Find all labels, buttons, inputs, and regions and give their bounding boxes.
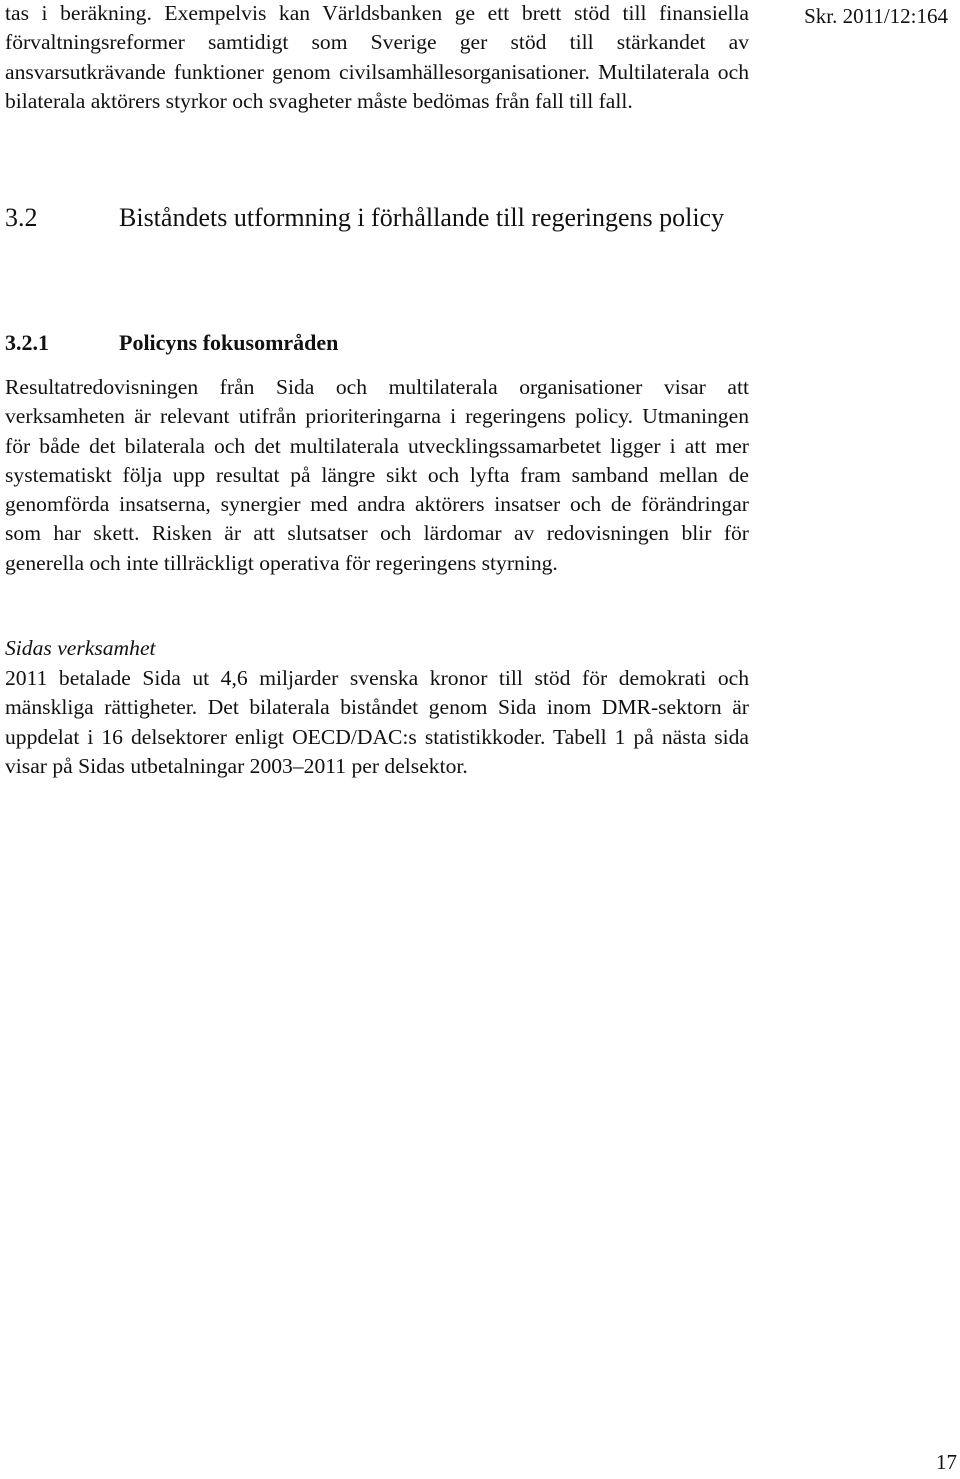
subsection-number: 3.2.1 xyxy=(5,330,49,355)
section-title: Biståndets utformning i förhållande till regeringens policy xyxy=(119,203,725,232)
body-paragraph-1: Resultatredovisningen från Sida och multilaterala organisationer visar att verksamheten är relevant utifrån prioriteringarna i regeringens policy. Utmaningen för både det bilaterala och det multilaterala utvecklingssamarbetet ligger i att mer systematiskt följa upp resultat på längre sikt och lyfta fram samband mellan de genomförda insatserna, synergier med andra aktörers insatser och de förändringar som har skett. Risken är att slutsatser och lärdomar av redovisningen blir för generella och inte tillräckligt operativa för regeringens styrning. xyxy=(5,375,749,575)
top-paragraph: tas i beräkning. Exempelvis kan Världsbanken ge ett brett stöd till finansiella förvaltningsreformer samtidigt som Sverige ger stöd till stärkandet av ansvarsutkrävande funktioner genom civilsamhällesorganisationer. Multilaterala och bilaterala aktörers styrkor och svagheter måste bedömas från fall till fall. xyxy=(5,1,749,113)
italic-subheading: Sidas verksamhet xyxy=(5,636,156,660)
subsection-heading xyxy=(5,328,749,358)
body-paragraph-2-block xyxy=(5,664,749,781)
body-paragraph-2: 2011 betalade Sida ut 4,6 miljarder svenska kronor till stöd för demokrati och mänskliga rättigheter. Det bilaterala biståndet genom Sida inom DMR-sektorn är uppdelat i 16 delsektorer enligt OECD/DAC:s statistikkoder. Tabell 1 på nästa sida visar på Sidas utbetalningar 2003–2011 per delsektor. xyxy=(5,666,749,778)
subsection-title: Policyns fokusområden xyxy=(119,330,339,355)
page-number: 17 xyxy=(936,1450,957,1474)
section-heading xyxy=(5,200,749,236)
section-number: 3.2 xyxy=(5,203,38,232)
margin-reference: Skr. 2011/12:164 xyxy=(804,4,948,28)
top-paragraph-block xyxy=(5,0,749,116)
body-paragraph-1-block xyxy=(5,373,749,578)
